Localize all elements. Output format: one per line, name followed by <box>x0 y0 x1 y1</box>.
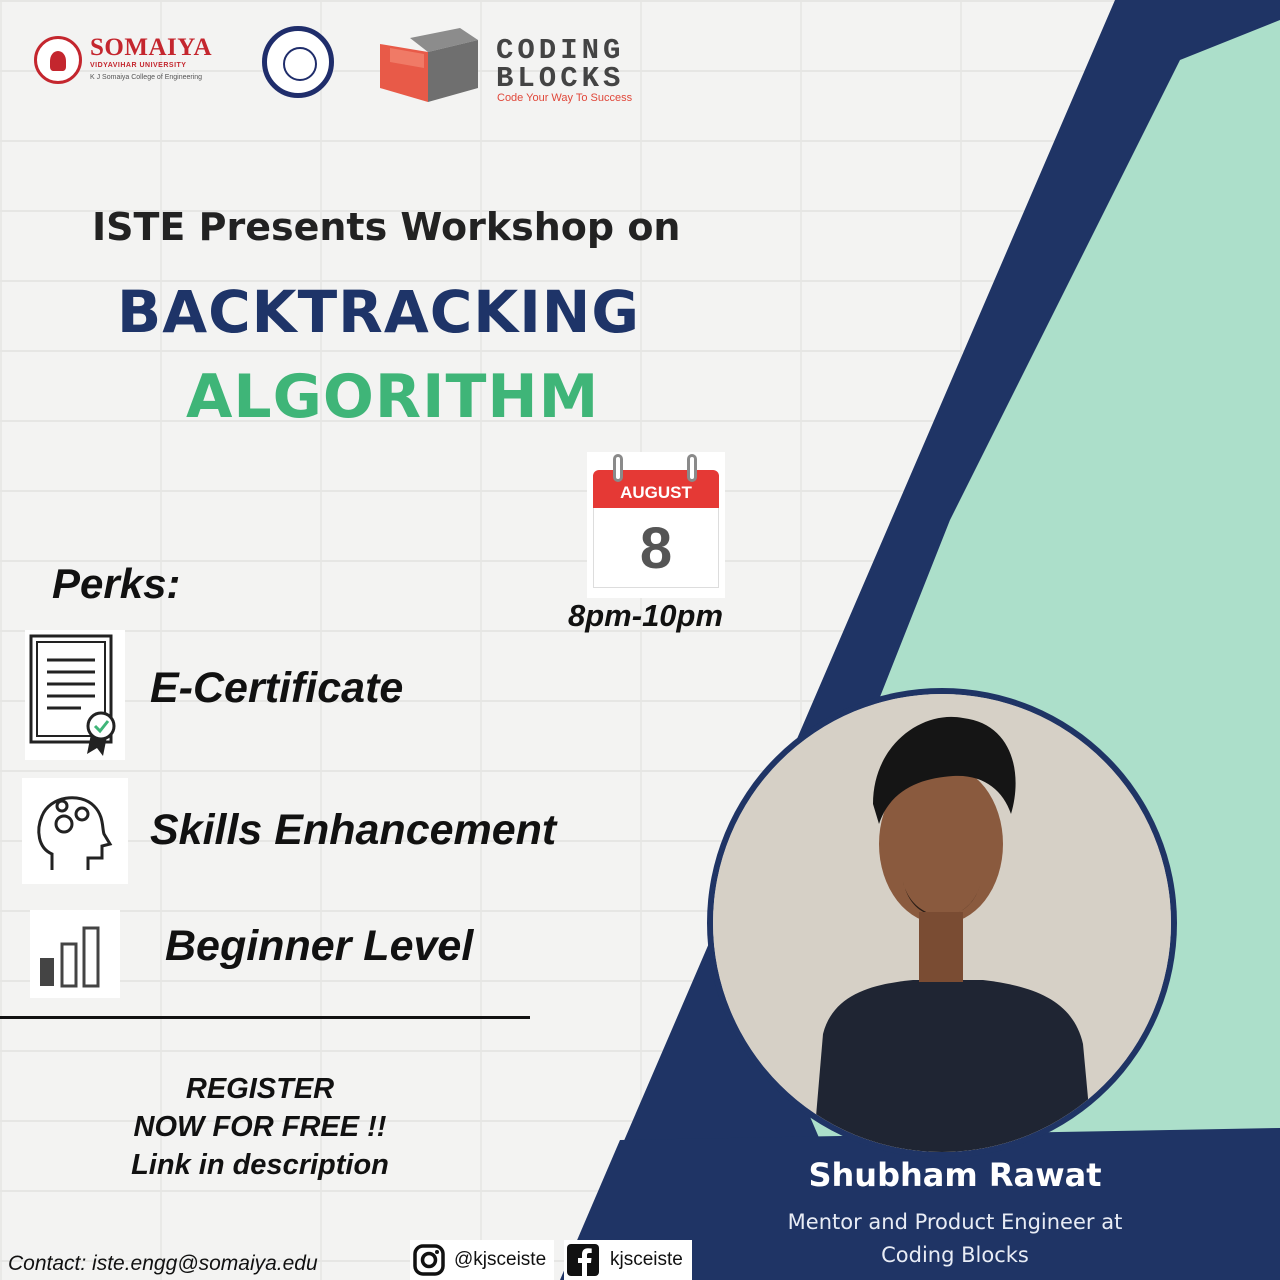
calendar-day: 8 <box>593 508 719 588</box>
somaiya-logo <box>34 34 244 94</box>
coding-blocks-line1: CODING <box>496 34 625 67</box>
register-line1: REGISTER <box>185 1073 335 1105</box>
facebook-label: kjsceiste <box>610 1249 683 1270</box>
somaiya-university: VIDYAVIHAR UNIVERSITY <box>90 62 187 69</box>
divider <box>0 1016 530 1019</box>
perk-skills: Skills Enhancement <box>150 806 557 854</box>
register-line2: NOW FOR FREE !! <box>133 1111 387 1143</box>
somaiya-seal-icon <box>34 36 82 84</box>
coding-blocks-tagline: Code Your Way To Success <box>497 92 633 104</box>
certificate-icon <box>25 630 125 760</box>
calendar-ring-icon <box>687 454 697 482</box>
instagram-icon <box>410 1241 448 1279</box>
iste-logo <box>262 26 334 98</box>
register-callout <box>100 1070 420 1184</box>
somaiya-name: SOMAIYA <box>90 34 213 61</box>
signal-bars-icon <box>30 910 120 998</box>
intro-heading: ISTE Presents Workshop on <box>92 205 681 249</box>
contact-email: Contact: iste.engg@somaiya.edu <box>8 1252 318 1275</box>
perk-certificate: E-Certificate <box>150 664 404 712</box>
coding-blocks-line2: BLOCKS <box>496 62 625 95</box>
speaker-role-line1: Mentor and Product Engineer at <box>787 1210 1123 1234</box>
speaker-role-line2: Coding Blocks <box>881 1243 1029 1267</box>
somaiya-college: K J Somaiya College of Engineering <box>90 74 203 81</box>
coding-blocks-logo <box>380 26 650 106</box>
calendar-icon <box>587 452 725 598</box>
cube-icon <box>380 26 480 106</box>
event-time: 8pm-10pm <box>568 598 724 633</box>
perk-level: Beginner Level <box>165 922 474 970</box>
head-gears-icon <box>22 778 128 884</box>
speaker-role <box>740 1206 1170 1272</box>
instagram-label: @kjsceiste <box>454 1249 547 1270</box>
speaker-name: Shubham Rawat <box>808 1156 1102 1194</box>
calendar-month: AUGUST <box>593 470 719 508</box>
topic-line2: ALGORITHM <box>186 362 600 432</box>
facebook-handle[interactable] <box>564 1240 692 1280</box>
speaker-portrait <box>713 694 1171 1152</box>
instagram-handle[interactable] <box>410 1240 554 1280</box>
topic-line1: BACKTRACKING <box>117 278 640 346</box>
perks-title: Perks: <box>52 560 181 607</box>
calendar-ring-icon <box>613 454 623 482</box>
speaker-photo <box>707 688 1177 1158</box>
facebook-icon <box>564 1241 602 1279</box>
register-line3: Link in description <box>131 1149 389 1181</box>
